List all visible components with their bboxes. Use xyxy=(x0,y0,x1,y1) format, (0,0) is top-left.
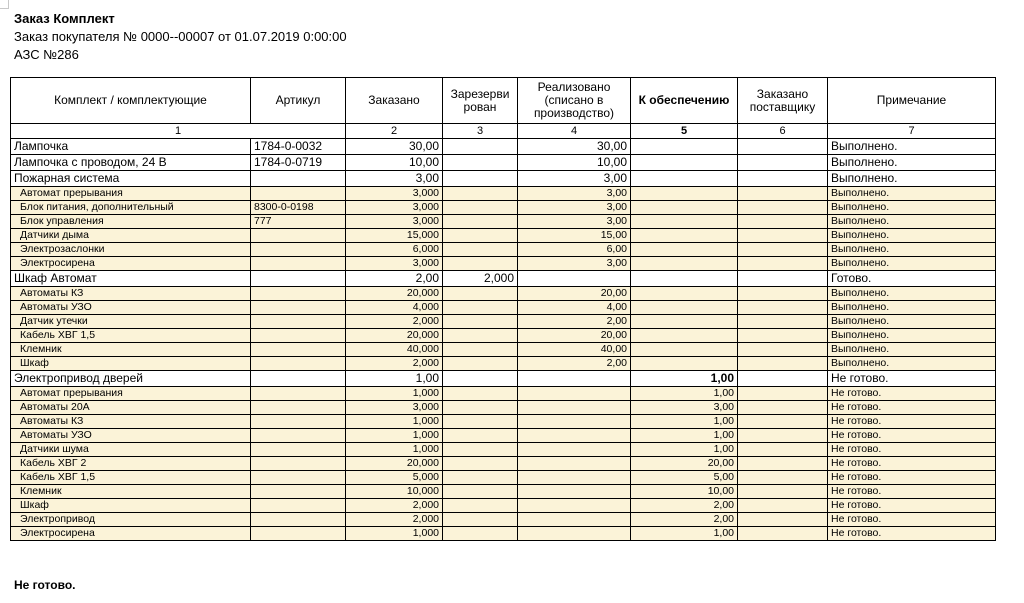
cell-supplier-ordered xyxy=(738,371,828,387)
cell-supplier-ordered xyxy=(738,429,828,443)
cell-article xyxy=(251,499,346,513)
cell-article: 777 xyxy=(251,215,346,229)
cell-to-supply: 20,00 xyxy=(631,457,738,471)
column-number-row xyxy=(11,124,996,139)
cell-name: Автоматы УЗО xyxy=(11,301,251,315)
cell-ordered: 20,000 xyxy=(346,329,443,343)
cell-ordered: 20,000 xyxy=(346,287,443,301)
col-number-6: 6 xyxy=(738,124,828,139)
cell-supplier-ordered xyxy=(738,287,828,301)
component-row xyxy=(11,443,996,457)
cell-reserved xyxy=(443,457,518,471)
cell-supplier-ordered xyxy=(738,415,828,429)
col-number-2: 2 xyxy=(346,124,443,139)
cell-name: Пожарная система xyxy=(11,171,251,187)
footer-status: Не готово. xyxy=(14,578,76,592)
cell-note: Выполнено. xyxy=(828,139,996,155)
cell-realized: 2,00 xyxy=(518,357,631,371)
cell-realized: 6,00 xyxy=(518,243,631,257)
cell-name: Кабель ХВГ 1,5 xyxy=(11,471,251,485)
cell-note: Выполнено. xyxy=(828,187,996,201)
cell-supplier-ordered xyxy=(738,343,828,357)
cell-article xyxy=(251,357,346,371)
cell-realized xyxy=(518,527,631,541)
cell-note: Не готово. xyxy=(828,457,996,471)
cell-ordered: 20,000 xyxy=(346,457,443,471)
cell-note: Не готово. xyxy=(828,401,996,415)
cell-name: Клемник xyxy=(11,485,251,499)
cell-name: Электропривод xyxy=(11,513,251,527)
component-row xyxy=(11,513,996,527)
cell-article xyxy=(251,527,346,541)
cell-reserved xyxy=(443,187,518,201)
cell-ordered: 15,000 xyxy=(346,229,443,243)
col-number-1: 1 xyxy=(11,124,346,139)
cell-article xyxy=(251,315,346,329)
cell-realized xyxy=(518,513,631,527)
cell-article xyxy=(251,271,346,287)
col-header-article: Артикул xyxy=(251,78,346,124)
cell-note: Не готово. xyxy=(828,415,996,429)
cell-name: Автоматы 20А xyxy=(11,401,251,415)
cell-reserved xyxy=(443,215,518,229)
component-row xyxy=(11,527,996,541)
cell-name: Автомат прерывания xyxy=(11,187,251,201)
cell-article xyxy=(251,429,346,443)
cell-note: Готово. xyxy=(828,271,996,287)
cell-ordered: 10,00 xyxy=(346,155,443,171)
station-name: АЗС №286 xyxy=(14,47,79,62)
component-row xyxy=(11,357,996,371)
component-row xyxy=(11,315,996,329)
cell-realized: 3,00 xyxy=(518,187,631,201)
cell-supplier-ordered xyxy=(738,457,828,471)
cell-reserved xyxy=(443,301,518,315)
cell-realized: 3,00 xyxy=(518,215,631,229)
col-number-5: 5 xyxy=(631,124,738,139)
cell-ordered: 2,000 xyxy=(346,357,443,371)
col-number-3: 3 xyxy=(443,124,518,139)
cell-name: Автоматы КЗ xyxy=(11,287,251,301)
cell-article xyxy=(251,443,346,457)
order-reference: Заказ покупателя № 0000--00007 от 01.07.2019 0:00:00 xyxy=(14,29,347,44)
cell-ordered: 3,000 xyxy=(346,201,443,215)
cell-note: Не готово. xyxy=(828,471,996,485)
document-header xyxy=(14,11,347,63)
cell-to-supply xyxy=(631,215,738,229)
cell-to-supply: 2,00 xyxy=(631,499,738,513)
component-row xyxy=(11,215,996,229)
component-row xyxy=(11,329,996,343)
cell-ordered: 2,000 xyxy=(346,499,443,513)
cell-reserved xyxy=(443,155,518,171)
cell-note: Не готово. xyxy=(828,387,996,401)
cell-realized xyxy=(518,401,631,415)
document-title: Заказ Комплект xyxy=(14,11,115,26)
cell-realized: 2,00 xyxy=(518,315,631,329)
cell-article xyxy=(251,301,346,315)
cell-supplier-ordered xyxy=(738,357,828,371)
col-header-kit: Комплект / комплектующие xyxy=(11,78,251,124)
page-corner-mark xyxy=(0,0,9,9)
cell-note: Выполнено. xyxy=(828,257,996,271)
cell-name: Кабель ХВГ 2 xyxy=(11,457,251,471)
cell-name: Автомат прерывания xyxy=(11,387,251,401)
cell-article xyxy=(251,457,346,471)
cell-reserved xyxy=(443,343,518,357)
cell-supplier-ordered xyxy=(738,401,828,415)
component-row xyxy=(11,343,996,357)
cell-supplier-ordered xyxy=(738,499,828,513)
cell-realized: 3,00 xyxy=(518,201,631,215)
cell-realized xyxy=(518,387,631,401)
cell-note: Выполнено. xyxy=(828,343,996,357)
kit-row xyxy=(11,271,996,287)
cell-to-supply: 1,00 xyxy=(631,527,738,541)
component-row xyxy=(11,201,996,215)
cell-name: Электропривод дверей xyxy=(11,371,251,387)
kit-row xyxy=(11,171,996,187)
cell-reserved xyxy=(443,171,518,187)
cell-reserved xyxy=(443,315,518,329)
cell-supplier-ordered xyxy=(738,485,828,499)
cell-note: Выполнено. xyxy=(828,301,996,315)
cell-note: Не готово. xyxy=(828,527,996,541)
cell-to-supply xyxy=(631,171,738,187)
cell-article xyxy=(251,187,346,201)
component-row xyxy=(11,471,996,485)
cell-note: Выполнено. xyxy=(828,201,996,215)
cell-article: 1784-0-0032 xyxy=(251,139,346,155)
cell-note: Выполнено. xyxy=(828,357,996,371)
cell-ordered: 40,000 xyxy=(346,343,443,357)
cell-ordered: 1,000 xyxy=(346,387,443,401)
cell-ordered: 3,000 xyxy=(346,257,443,271)
cell-reserved xyxy=(443,371,518,387)
cell-article xyxy=(251,471,346,485)
component-row xyxy=(11,457,996,471)
col-number-7: 7 xyxy=(828,124,996,139)
cell-realized xyxy=(518,457,631,471)
cell-name: Клемник xyxy=(11,343,251,357)
cell-ordered: 5,000 xyxy=(346,471,443,485)
cell-ordered: 3,000 xyxy=(346,187,443,201)
cell-realized: 20,00 xyxy=(518,329,631,343)
cell-to-supply xyxy=(631,229,738,243)
cell-note: Выполнено. xyxy=(828,287,996,301)
cell-realized: 30,00 xyxy=(518,139,631,155)
cell-article: 8300-0-0198 xyxy=(251,201,346,215)
cell-supplier-ordered xyxy=(738,257,828,271)
cell-realized xyxy=(518,443,631,457)
cell-reserved xyxy=(443,471,518,485)
cell-realized: 15,00 xyxy=(518,229,631,243)
cell-supplier-ordered xyxy=(738,215,828,229)
cell-realized: 3,00 xyxy=(518,257,631,271)
cell-reserved xyxy=(443,243,518,257)
cell-note: Не готово. xyxy=(828,443,996,457)
cell-to-supply xyxy=(631,257,738,271)
cell-note: Не готово. xyxy=(828,499,996,513)
cell-article xyxy=(251,485,346,499)
cell-reserved xyxy=(443,527,518,541)
col-header-reserved: Зарезерви рован xyxy=(443,78,518,124)
cell-realized: 4,00 xyxy=(518,301,631,315)
cell-supplier-ordered xyxy=(738,229,828,243)
cell-ordered: 30,00 xyxy=(346,139,443,155)
cell-reserved xyxy=(443,499,518,513)
cell-name: Датчики дыма xyxy=(11,229,251,243)
col-header-ordered: Заказано xyxy=(346,78,443,124)
cell-note: Выполнено. xyxy=(828,215,996,229)
cell-article xyxy=(251,287,346,301)
cell-name: Кабель ХВГ 1,5 xyxy=(11,329,251,343)
cell-reserved xyxy=(443,329,518,343)
cell-to-supply xyxy=(631,155,738,171)
cell-to-supply: 1,00 xyxy=(631,387,738,401)
cell-realized xyxy=(518,371,631,387)
cell-to-supply: 10,00 xyxy=(631,485,738,499)
cell-to-supply xyxy=(631,243,738,257)
col-header-note: Примечание xyxy=(828,78,996,124)
cell-name: Лампочка xyxy=(11,139,251,155)
cell-supplier-ordered xyxy=(738,201,828,215)
cell-to-supply xyxy=(631,301,738,315)
cell-realized: 3,00 xyxy=(518,171,631,187)
cell-article xyxy=(251,343,346,357)
cell-realized: 40,00 xyxy=(518,343,631,357)
cell-supplier-ordered xyxy=(738,187,828,201)
cell-to-supply xyxy=(631,287,738,301)
cell-supplier-ordered xyxy=(738,443,828,457)
table-body xyxy=(11,139,996,541)
cell-to-supply xyxy=(631,357,738,371)
cell-note: Выполнено. xyxy=(828,329,996,343)
cell-name: Лампочка с проводом, 24 В xyxy=(11,155,251,171)
component-row xyxy=(11,499,996,513)
cell-reserved xyxy=(443,387,518,401)
cell-to-supply: 1,00 xyxy=(631,443,738,457)
cell-ordered: 1,000 xyxy=(346,443,443,457)
cell-name: Шкаф Автомат xyxy=(11,271,251,287)
cell-to-supply xyxy=(631,329,738,343)
cell-reserved xyxy=(443,139,518,155)
cell-ordered: 2,000 xyxy=(346,513,443,527)
component-row xyxy=(11,257,996,271)
component-row xyxy=(11,485,996,499)
cell-realized xyxy=(518,485,631,499)
cell-note: Не готово. xyxy=(828,371,996,387)
component-row xyxy=(11,415,996,429)
component-row xyxy=(11,187,996,201)
cell-reserved xyxy=(443,401,518,415)
component-row xyxy=(11,387,996,401)
cell-ordered: 3,000 xyxy=(346,401,443,415)
cell-name: Электрозаслонки xyxy=(11,243,251,257)
cell-name: Электросирена xyxy=(11,527,251,541)
cell-to-supply: 3,00 xyxy=(631,401,738,415)
cell-to-supply xyxy=(631,201,738,215)
cell-supplier-ordered xyxy=(738,471,828,485)
cell-article xyxy=(251,329,346,343)
cell-to-supply xyxy=(631,139,738,155)
cell-article xyxy=(251,513,346,527)
cell-ordered: 2,00 xyxy=(346,271,443,287)
cell-name: Датчики шума xyxy=(11,443,251,457)
cell-ordered: 3,00 xyxy=(346,171,443,187)
cell-name: Датчик утечки xyxy=(11,315,251,329)
cell-supplier-ordered xyxy=(738,139,828,155)
cell-article xyxy=(251,415,346,429)
cell-supplier-ordered xyxy=(738,315,828,329)
cell-to-supply xyxy=(631,271,738,287)
cell-note: Выполнено. xyxy=(828,229,996,243)
cell-note: Не готово. xyxy=(828,485,996,499)
cell-ordered: 10,000 xyxy=(346,485,443,499)
cell-supplier-ordered xyxy=(738,271,828,287)
cell-ordered: 3,000 xyxy=(346,215,443,229)
cell-reserved xyxy=(443,513,518,527)
cell-reserved xyxy=(443,287,518,301)
cell-reserved xyxy=(443,429,518,443)
cell-ordered: 6,000 xyxy=(346,243,443,257)
cell-realized: 10,00 xyxy=(518,155,631,171)
cell-article xyxy=(251,401,346,415)
cell-name: Шкаф xyxy=(11,499,251,513)
component-row xyxy=(11,401,996,415)
component-row xyxy=(11,301,996,315)
cell-ordered: 1,00 xyxy=(346,371,443,387)
cell-realized xyxy=(518,271,631,287)
cell-ordered: 1,000 xyxy=(346,415,443,429)
cell-name: Автоматы УЗО xyxy=(11,429,251,443)
cell-name: Автоматы КЗ xyxy=(11,415,251,429)
cell-supplier-ordered xyxy=(738,301,828,315)
cell-to-supply xyxy=(631,187,738,201)
cell-ordered: 4,000 xyxy=(346,301,443,315)
cell-to-supply: 1,00 xyxy=(631,415,738,429)
cell-name: Блок питания, дополнительный xyxy=(11,201,251,215)
cell-note: Не готово. xyxy=(828,429,996,443)
kit-row xyxy=(11,139,996,155)
kit-row xyxy=(11,155,996,171)
component-row xyxy=(11,429,996,443)
cell-to-supply: 1,00 xyxy=(631,371,738,387)
cell-note: Выполнено. xyxy=(828,155,996,171)
cell-reserved: 2,000 xyxy=(443,271,518,287)
component-row xyxy=(11,287,996,301)
component-row xyxy=(11,229,996,243)
cell-note: Выполнено. xyxy=(828,243,996,257)
cell-realized: 20,00 xyxy=(518,287,631,301)
cell-to-supply xyxy=(631,315,738,329)
cell-ordered: 1,000 xyxy=(346,429,443,443)
cell-reserved xyxy=(443,229,518,243)
cell-article: 1784-0-0719 xyxy=(251,155,346,171)
cell-article xyxy=(251,387,346,401)
col-header-supplier-ordered: Заказано поставщику xyxy=(738,78,828,124)
cell-reserved xyxy=(443,485,518,499)
cell-reserved xyxy=(443,357,518,371)
cell-article xyxy=(251,371,346,387)
cell-name: Электросирена xyxy=(11,257,251,271)
col-header-realized: Реализовано (списано в производство) xyxy=(518,78,631,124)
cell-supplier-ordered xyxy=(738,329,828,343)
cell-ordered: 1,000 xyxy=(346,527,443,541)
cell-reserved xyxy=(443,257,518,271)
cell-note: Выполнено. xyxy=(828,171,996,187)
cell-supplier-ordered xyxy=(738,171,828,187)
cell-note: Не готово. xyxy=(828,513,996,527)
cell-reserved xyxy=(443,443,518,457)
cell-supplier-ordered xyxy=(738,387,828,401)
cell-supplier-ordered xyxy=(738,527,828,541)
order-kit-table xyxy=(10,77,996,541)
cell-supplier-ordered xyxy=(738,243,828,257)
cell-name: Блок управления xyxy=(11,215,251,229)
component-row xyxy=(11,243,996,257)
cell-to-supply: 1,00 xyxy=(631,429,738,443)
cell-to-supply: 5,00 xyxy=(631,471,738,485)
cell-note: Выполнено. xyxy=(828,315,996,329)
cell-realized xyxy=(518,429,631,443)
cell-to-supply xyxy=(631,343,738,357)
table-header-row xyxy=(11,78,996,124)
cell-reserved xyxy=(443,201,518,215)
cell-realized xyxy=(518,499,631,513)
col-header-to-supply: К обеспечению xyxy=(631,78,738,124)
cell-supplier-ordered xyxy=(738,513,828,527)
cell-article xyxy=(251,229,346,243)
cell-name: Шкаф xyxy=(11,357,251,371)
cell-supplier-ordered xyxy=(738,155,828,171)
cell-article xyxy=(251,257,346,271)
cell-ordered: 2,000 xyxy=(346,315,443,329)
cell-reserved xyxy=(443,415,518,429)
cell-to-supply: 2,00 xyxy=(631,513,738,527)
col-number-4: 4 xyxy=(518,124,631,139)
cell-realized xyxy=(518,415,631,429)
kit-row xyxy=(11,371,996,387)
cell-article xyxy=(251,243,346,257)
cell-article xyxy=(251,171,346,187)
cell-realized xyxy=(518,471,631,485)
